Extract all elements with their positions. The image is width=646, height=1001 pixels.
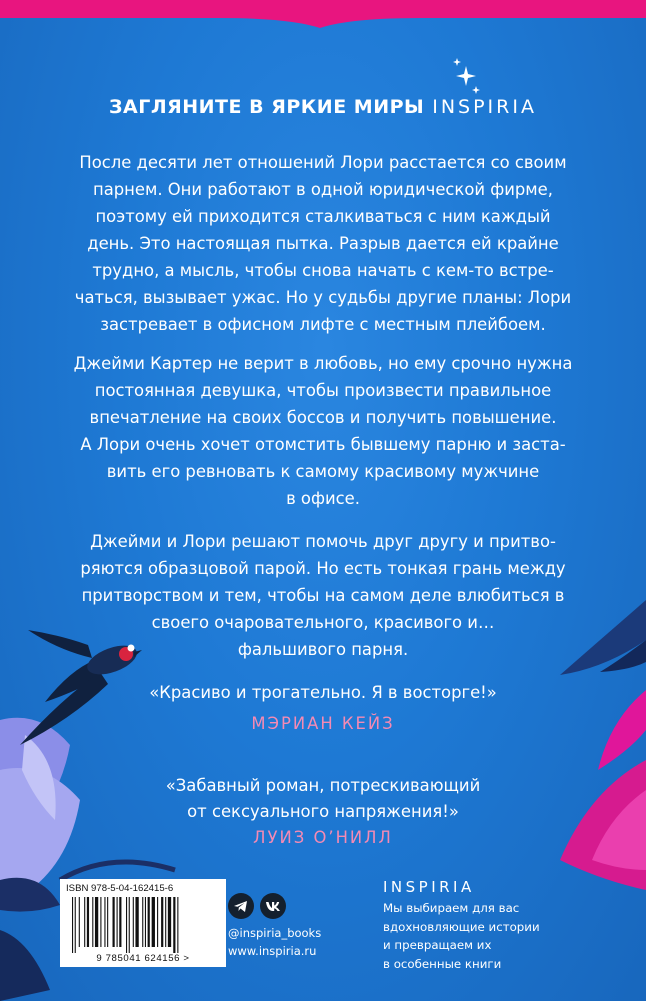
telegram-icon[interactable]: [228, 893, 254, 919]
barcode-image: [70, 897, 216, 953]
barcode-bar: [72, 897, 73, 953]
barcode-bar: [75, 897, 76, 953]
barcode-bar: [107, 897, 108, 947]
text-line: фальшивого парня.: [237, 640, 409, 659]
publisher-name: INSPIRIA: [383, 878, 475, 896]
barcode-bar: [104, 897, 105, 947]
website-link[interactable]: www.inspiria.ru: [228, 944, 317, 958]
text-line: день. Это настоящая пытка. Разрыв дается ей крайне: [87, 234, 559, 253]
heading-main: ЗАГЛЯНИТЕ В ЯРКИЕ МИРЫ: [109, 96, 425, 118]
text-line: в офисе.: [286, 489, 360, 508]
sparkle-icon: [448, 58, 484, 98]
barcode-bar: [152, 897, 155, 947]
barcode-bar: [165, 897, 166, 947]
quote-line: «Забавный роман, потрескивающий: [165, 776, 481, 795]
review-author-2: ЛУИЗ О’НИЛЛ: [253, 828, 393, 847]
slogan-line: вдохновляющие истории: [383, 919, 540, 934]
text-line: впечатление на своих боссов и получить повышение.: [89, 408, 557, 427]
series-heading: [0, 96, 646, 118]
publisher-block: [383, 878, 623, 973]
barcode-number: 9 785041 624156 >: [96, 953, 190, 964]
top-pink-band: [0, 0, 646, 28]
text-line: Джейми и Лори решают помочь друг другу и притво-: [90, 532, 556, 551]
barcode-bar: [84, 897, 85, 947]
text-line: постоянная девушка, чтобы произвести правильное: [94, 381, 552, 400]
synopsis-paragraph-1: [40, 149, 606, 338]
barcode-bar: [168, 897, 171, 947]
slogan-line: Мы выбираем для вас: [383, 901, 520, 915]
barcode-bar: [177, 897, 178, 953]
barcode-bar: [113, 897, 115, 947]
heading-brand: INSPIRIA: [432, 96, 537, 118]
text-line: притворством и тем, чтобы на самом деле влюбиться в: [81, 586, 565, 605]
vk-icon[interactable]: [260, 893, 286, 919]
text-line: После десяти лет отношений Лори расстается со своим: [79, 153, 567, 172]
left-stem: [60, 862, 175, 880]
review-author-1: МЭРИАН КЕЙЗ: [251, 714, 395, 733]
review-quote-2: [80, 773, 566, 825]
barcode-bar: [142, 897, 143, 947]
barcode-bar: [157, 897, 158, 947]
barcode-bar: [173, 897, 175, 953]
text-line: А Лори очень хочет отомстить бывшему парню и заста-: [80, 435, 566, 454]
text-line: своего очаровательного, красивого и…: [151, 613, 495, 632]
barcode-panel: [60, 879, 226, 967]
slogan-line: и превращаем их: [383, 938, 492, 953]
synopsis-paragraph-3: [40, 528, 606, 663]
text-line: вить его ревновать к самому красивому мужчине: [106, 462, 540, 481]
review-quote-1: [80, 680, 566, 706]
synopsis-paragraph-2: [40, 350, 606, 512]
barcode-bar: [126, 897, 127, 953]
text-line: трудно, а мысль, чтобы снова начать с кем-то встре-: [92, 261, 554, 280]
left-leaf: [0, 878, 60, 912]
barcode-bar: [95, 897, 98, 947]
barcode-bar: [129, 897, 130, 953]
text-line: застревает в офисном лифте с местным плейбоем.: [100, 315, 546, 334]
isbn-text: ISBN 978-5-04-162415-6: [66, 883, 174, 894]
barcode-bar: [117, 897, 118, 947]
barcode-bar: [161, 897, 163, 947]
barcode-bar: [148, 897, 150, 947]
barcode-bar: [92, 897, 93, 947]
text-line: поэтому ей приходится сталкиваться с ним каждый: [95, 207, 551, 226]
barcode-bar: [119, 897, 121, 947]
quote-line: «Красиво и трогательно. Я в восторге!»: [149, 683, 497, 702]
publisher-slogan: [383, 899, 623, 973]
text-line: Джейми Картер не верит в любовь, но ему срочно нужна: [73, 354, 573, 373]
barcode-bar: [145, 897, 146, 947]
barcode-bar: [79, 897, 80, 947]
barcode-bar: [87, 897, 89, 947]
right-magenta-petal: [598, 690, 646, 770]
slogan-line: в особенные книги: [383, 956, 502, 971]
left-bottom-leaf: [0, 930, 50, 1001]
barcode-bar: [135, 897, 138, 947]
social-handle[interactable]: @inspiria_books: [228, 926, 322, 940]
barcode-bar: [133, 897, 134, 947]
text-line: ряются образцовой парой. Но есть тонкая грань между: [80, 559, 566, 578]
quote-line: от сексуального напряжения!»: [187, 802, 459, 821]
text-line: парнем. Они работают в одной юридической фирме,: [93, 180, 553, 199]
text-line: чаться, вызывает ужас. Но у судьбы другие планы: Лори: [74, 288, 572, 307]
barcode-bar: [100, 897, 101, 947]
